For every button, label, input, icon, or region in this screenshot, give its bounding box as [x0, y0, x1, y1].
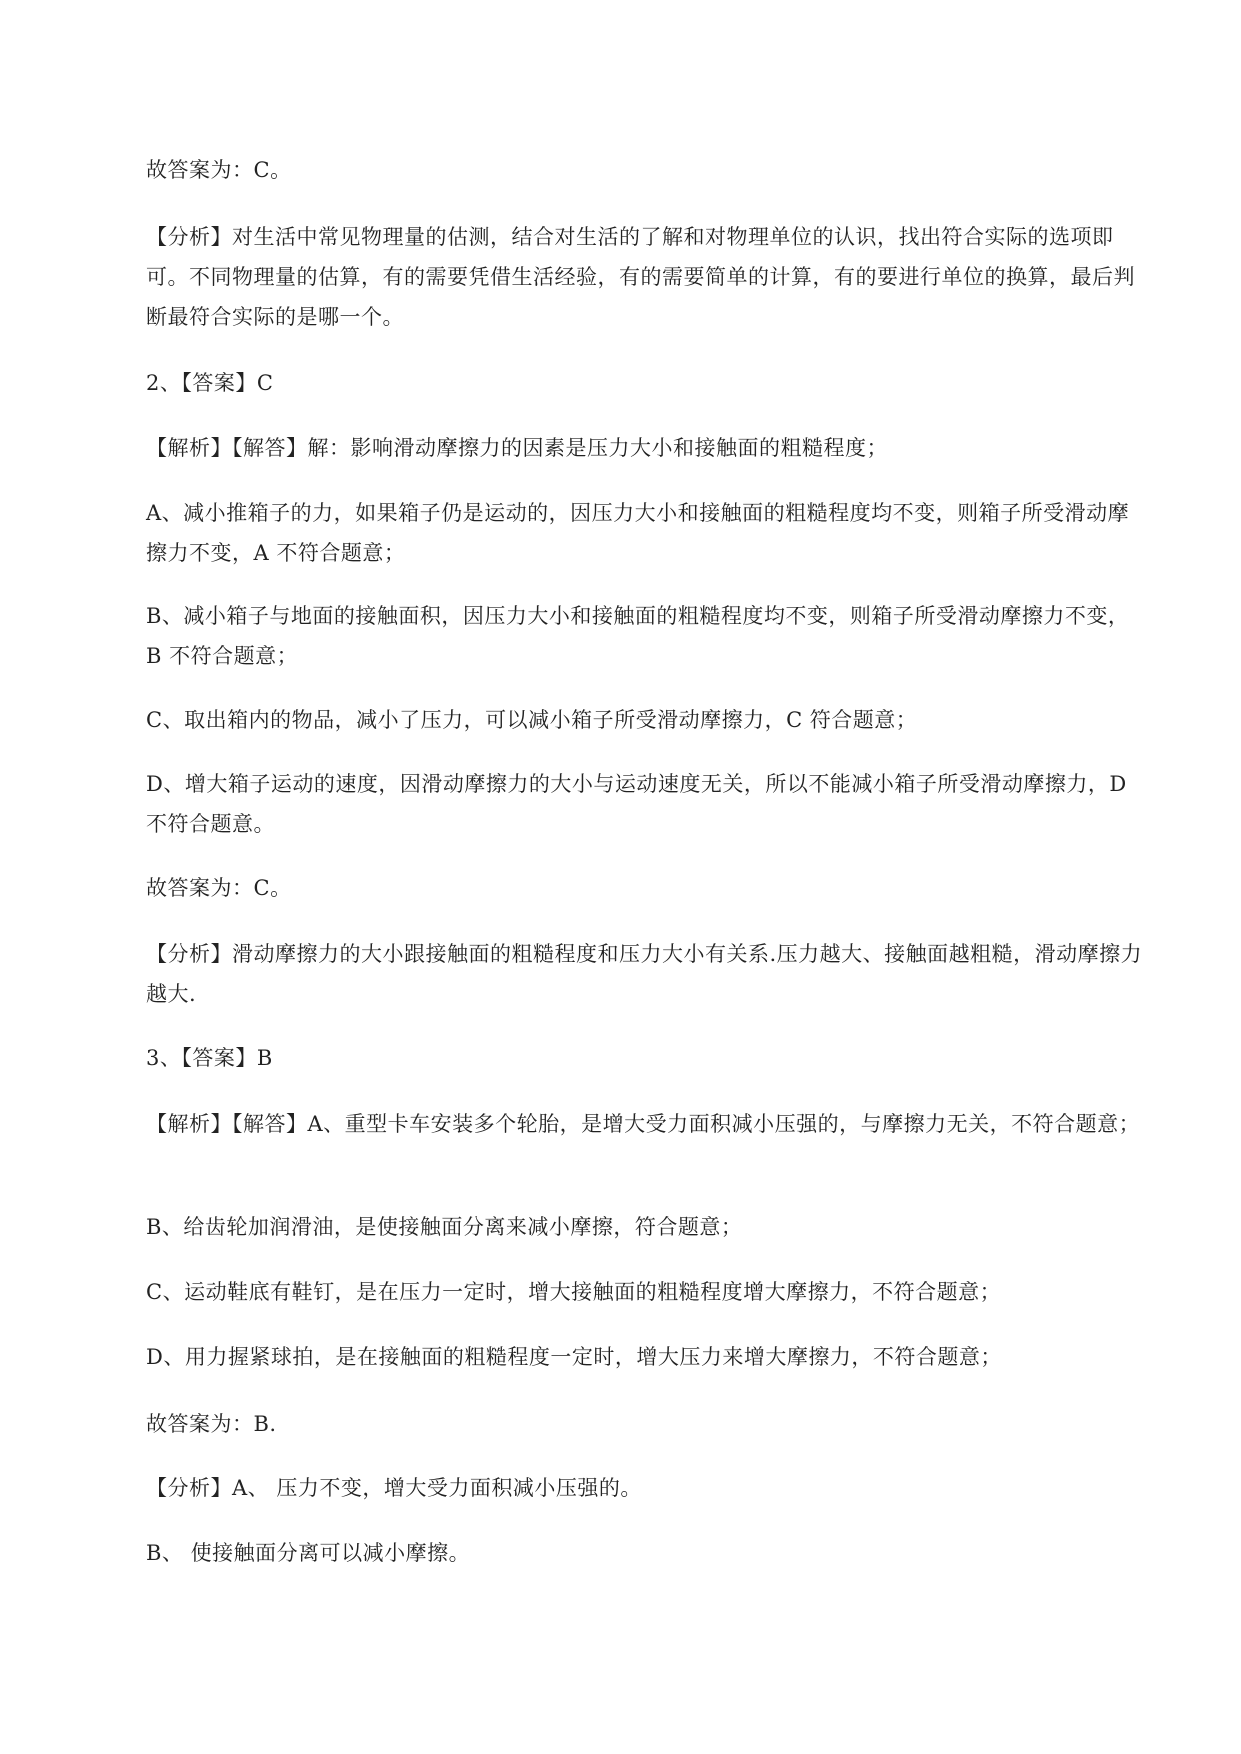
analysis-q1: 【分析】对生活中常见物理量的估测，结合对生活的了解和对物理单位的认识，找出符合实际的选项即可。不同物理量的估算，有的需要凭借生活经验，有的需要简单的计算，有的要进行单位的换算，最后判断最符合实际的是哪一个。 — [146, 225, 1135, 329]
answer-conclusion-q1: 故答案为：C。 — [146, 158, 292, 182]
answer-heading-q2: 2、【答案】C — [146, 371, 274, 395]
answer-heading-q3: 3、【答案】B — [146, 1046, 273, 1070]
analysis-b-q3: B、 使接触面分离可以减小摩擦。 — [146, 1541, 471, 1565]
option-c-q3: C、运动鞋底有鞋钉，是在压力一定时，增大接触面的粗糙程度增大摩擦力，不符合题意； — [146, 1280, 1002, 1304]
answer-conclusion-q3: 故答案为：B. — [146, 1412, 277, 1436]
option-c-q2: C、取出箱内的物品，减小了压力，可以减小箱子所受滑动摩擦力，C 符合题意； — [146, 708, 918, 732]
option-d-q2: D、增大箱子运动的速度，因滑动摩擦力的大小与运动速度无关，所以不能减小箱子所受滑动摩擦力，D 不符合题意。 — [146, 772, 1127, 836]
analysis-a-q3: 【分析】A、 压力不变，增大受力面积减小压强的。 — [146, 1476, 642, 1500]
answer-conclusion-q2: 故答案为：C。 — [146, 876, 292, 900]
explanation-option-a-q3: 【解析】【解答】A、重型卡车安装多个轮胎，是增大受力面积减小压强的，与摩擦力无关，不符合题意； — [146, 1112, 1141, 1136]
option-b-q3: B、给齿轮加润滑油，是使接触面分离来减小摩擦，符合题意； — [146, 1215, 743, 1239]
option-d-q3: D、用力握紧球拍，是在接触面的粗糙程度一定时，增大压力来增大摩擦力，不符合题意； — [146, 1345, 1002, 1369]
analysis-q2: 【分析】滑动摩擦力的大小跟接触面的粗糙程度和压力大小有关系.压力越大、接触面越粗糙，滑动摩擦力越大. — [146, 942, 1143, 1006]
option-a-q2: A、减小推箱子的力，如果箱子仍是运动的，因压力大小和接触面的粗糙程度均不变，则箱子所受滑动摩擦力不变，A 不符合题意； — [146, 501, 1130, 565]
explanation-intro-q2: 【解析】【解答】解：影响滑动摩擦力的因素是压力大小和接触面的粗糙程度； — [146, 436, 888, 460]
option-b-q2: B、减小箱子与地面的接触面积，因压力大小和接触面的粗糙程度均不变，则箱子所受滑动摩擦力不变，B 不符合题意； — [146, 604, 1130, 668]
